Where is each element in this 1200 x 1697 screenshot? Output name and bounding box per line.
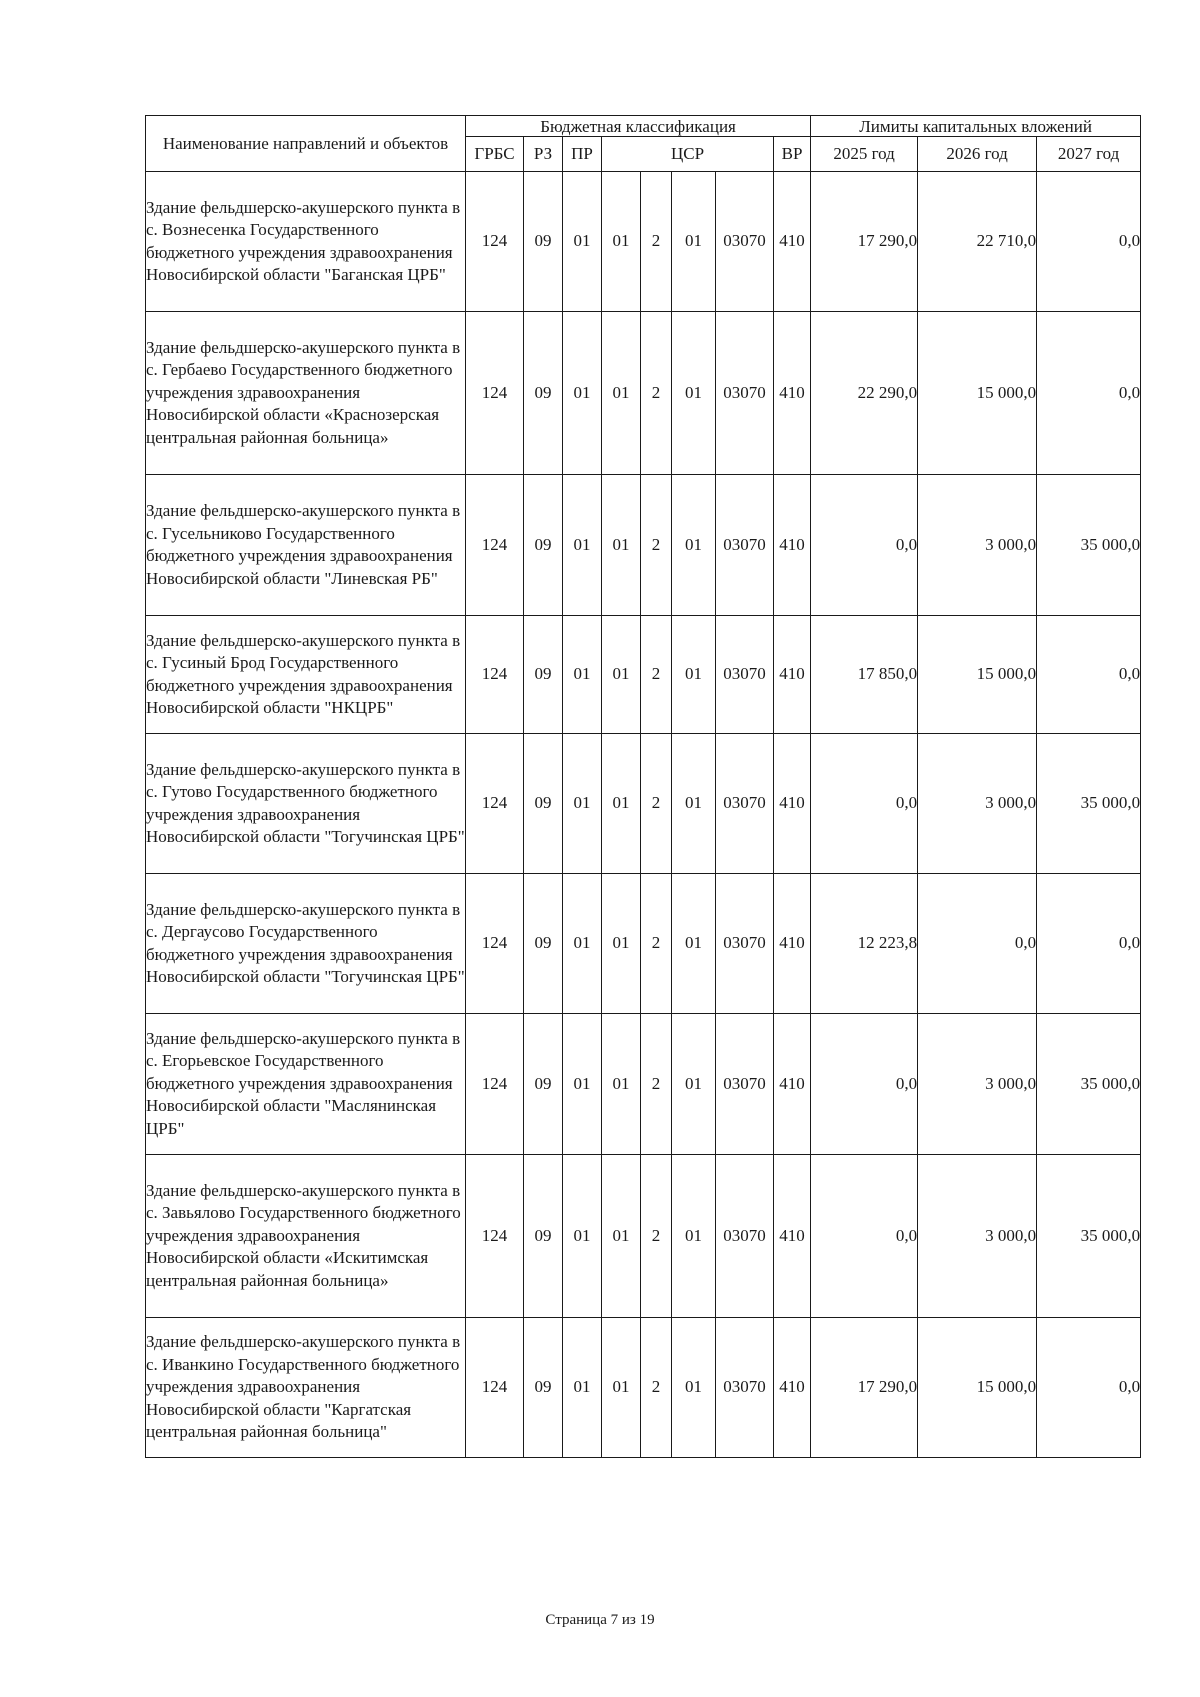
csr-type-cell: 2 xyxy=(641,1318,672,1458)
rz-cell: 09 xyxy=(524,172,563,312)
budget-table xyxy=(145,115,1141,1458)
limit-2027-cell: 0,0 xyxy=(1037,616,1141,734)
object-name: Здание фельдшерско-акушерского пункта в с. Гербаево Государственного бюджетного учреждения здравоохранения Новосибирской области «Краснозерская центральная районная больница» xyxy=(146,312,466,475)
csr-program-cell: 01 xyxy=(602,475,641,616)
vr-cell: 410 xyxy=(774,874,811,1014)
header-limits: Лимиты капитальных вложений xyxy=(811,116,1141,137)
csr-direction-cell: 03070 xyxy=(716,1318,774,1458)
object-name: Здание фельдшерско-акушерского пункта в с. Завьялово Государственного бюджетного учреждения здравоохранения Новосибирской области «Искитимская центральная районная больница» xyxy=(146,1155,466,1318)
vr-cell: 410 xyxy=(774,1318,811,1458)
rz-cell: 09 xyxy=(524,1014,563,1155)
pr-cell: 01 xyxy=(563,475,602,616)
csr-type-cell: 2 xyxy=(641,475,672,616)
limit-2026-cell: 15 000,0 xyxy=(918,312,1037,475)
csr-type-cell: 2 xyxy=(641,1014,672,1155)
table-row xyxy=(146,475,1141,616)
csr-program-cell: 01 xyxy=(602,172,641,312)
limit-2025-cell: 17 850,0 xyxy=(811,616,918,734)
limit-2026-cell: 3 000,0 xyxy=(918,1014,1037,1155)
vr-cell: 410 xyxy=(774,172,811,312)
csr-direction-cell: 03070 xyxy=(716,616,774,734)
object-name: Здание фельдшерско-акушерского пункта в с. Егорьевское Государственного бюджетного учреждения здравоохранения Новосибирской области "Маслянинская ЦРБ" xyxy=(146,1014,466,1155)
rz-cell: 09 xyxy=(524,734,563,874)
csr-direction-cell: 03070 xyxy=(716,874,774,1014)
limit-2027-cell: 0,0 xyxy=(1037,172,1141,312)
header-rz: РЗ xyxy=(524,137,563,172)
csr-program-cell: 01 xyxy=(602,1014,641,1155)
limit-2025-cell: 22 290,0 xyxy=(811,312,918,475)
vr-cell: 410 xyxy=(774,616,811,734)
grbs-cell: 124 xyxy=(466,616,524,734)
limit-2027-cell: 0,0 xyxy=(1037,874,1141,1014)
limit-2025-cell: 17 290,0 xyxy=(811,172,918,312)
limit-2027-cell: 35 000,0 xyxy=(1037,475,1141,616)
vr-cell: 410 xyxy=(774,312,811,475)
limit-2026-cell: 22 710,0 xyxy=(918,172,1037,312)
object-name: Здание фельдшерско-акушерского пункта в с. Иванкино Государственного бюджетного учреждения здравоохранения Новосибирской области "Каргатская центральная районная больница" xyxy=(146,1318,466,1458)
pr-cell: 01 xyxy=(563,734,602,874)
grbs-cell: 124 xyxy=(466,874,524,1014)
limit-2025-cell: 12 223,8 xyxy=(811,874,918,1014)
object-name: Здание фельдшерско-акушерского пункта в с. Гутово Государственного бюджетного учреждения здравоохранения Новосибирской области "Тогучинская ЦРБ" xyxy=(146,734,466,874)
grbs-cell: 124 xyxy=(466,1155,524,1318)
header-name: Наименование направлений и объектов xyxy=(146,116,466,172)
page-number: Страница 7 из 19 xyxy=(545,1612,655,1628)
limit-2026-cell: 0,0 xyxy=(918,874,1037,1014)
object-name: Здание фельдшерско-акушерского пункта в с. Гусельниково Государственного бюджетного учреждения здравоохранения Новосибирской области "Линевская РБ" xyxy=(146,475,466,616)
grbs-cell: 124 xyxy=(466,312,524,475)
csr-program-cell: 01 xyxy=(602,874,641,1014)
csr-program-cell: 01 xyxy=(602,616,641,734)
vr-cell: 410 xyxy=(774,1155,811,1318)
limit-2027-cell: 0,0 xyxy=(1037,312,1141,475)
table-row xyxy=(146,734,1141,874)
csr-event-cell: 01 xyxy=(672,1014,716,1155)
table-row xyxy=(146,616,1141,734)
csr-type-cell: 2 xyxy=(641,1155,672,1318)
vr-cell: 410 xyxy=(774,475,811,616)
rz-cell: 09 xyxy=(524,1155,563,1318)
rz-cell: 09 xyxy=(524,874,563,1014)
csr-event-cell: 01 xyxy=(672,1155,716,1318)
pr-cell: 01 xyxy=(563,1014,602,1155)
csr-program-cell: 01 xyxy=(602,1155,641,1318)
grbs-cell: 124 xyxy=(466,475,524,616)
limit-2026-cell: 3 000,0 xyxy=(918,1155,1037,1318)
csr-event-cell: 01 xyxy=(672,1318,716,1458)
rz-cell: 09 xyxy=(524,616,563,734)
header-2027: 2027 год xyxy=(1037,137,1141,172)
rz-cell: 09 xyxy=(524,312,563,475)
csr-event-cell: 01 xyxy=(672,734,716,874)
table-row xyxy=(146,172,1141,312)
csr-type-cell: 2 xyxy=(641,312,672,475)
limit-2025-cell: 0,0 xyxy=(811,1014,918,1155)
header-vr: ВР xyxy=(774,137,811,172)
csr-event-cell: 01 xyxy=(672,616,716,734)
limit-2027-cell: 35 000,0 xyxy=(1037,1014,1141,1155)
pr-cell: 01 xyxy=(563,616,602,734)
csr-event-cell: 01 xyxy=(672,475,716,616)
header-2025: 2025 год xyxy=(811,137,918,172)
csr-direction-cell: 03070 xyxy=(716,734,774,874)
object-name: Здание фельдшерско-акушерского пункта в с. Гусиный Брод Государственного бюджетного учреждения здравоохранения Новосибирской области "НКЦРБ" xyxy=(146,616,466,734)
header-grbs: ГРБС xyxy=(466,137,524,172)
table-row xyxy=(146,312,1141,475)
limit-2027-cell: 0,0 xyxy=(1037,1318,1141,1458)
vr-cell: 410 xyxy=(774,734,811,874)
pr-cell: 01 xyxy=(563,1155,602,1318)
grbs-cell: 124 xyxy=(466,1014,524,1155)
csr-direction-cell: 03070 xyxy=(716,475,774,616)
table-row xyxy=(146,1155,1141,1318)
header-pr: ПР xyxy=(563,137,602,172)
csr-direction-cell: 03070 xyxy=(716,312,774,475)
header-budget-classification: Бюджетная классификация xyxy=(466,116,811,137)
csr-direction-cell: 03070 xyxy=(716,172,774,312)
object-name: Здание фельдшерско-акушерского пункта в с. Вознесенка Государственного бюджетного учреждения здравоохранения Новосибирской области "Баганская ЦРБ" xyxy=(146,172,466,312)
csr-program-cell: 01 xyxy=(602,312,641,475)
limit-2026-cell: 3 000,0 xyxy=(918,734,1037,874)
rz-cell: 09 xyxy=(524,475,563,616)
csr-type-cell: 2 xyxy=(641,616,672,734)
csr-event-cell: 01 xyxy=(672,312,716,475)
limit-2026-cell: 15 000,0 xyxy=(918,1318,1037,1458)
csr-program-cell: 01 xyxy=(602,734,641,874)
pr-cell: 01 xyxy=(563,1318,602,1458)
pr-cell: 01 xyxy=(563,312,602,475)
table-row xyxy=(146,1014,1141,1155)
csr-event-cell: 01 xyxy=(672,172,716,312)
object-name: Здание фельдшерско-акушерского пункта в с. Дергаусово Государственного бюджетного учреждения здравоохранения Новосибирской области "Тогучинская ЦРБ" xyxy=(146,874,466,1014)
pr-cell: 01 xyxy=(563,874,602,1014)
header-2026: 2026 год xyxy=(918,137,1037,172)
limit-2027-cell: 35 000,0 xyxy=(1037,734,1141,874)
limit-2025-cell: 0,0 xyxy=(811,475,918,616)
csr-direction-cell: 03070 xyxy=(716,1014,774,1155)
csr-event-cell: 01 xyxy=(672,874,716,1014)
grbs-cell: 124 xyxy=(466,1318,524,1458)
csr-direction-cell: 03070 xyxy=(716,1155,774,1318)
pr-cell: 01 xyxy=(563,172,602,312)
csr-program-cell: 01 xyxy=(602,1318,641,1458)
limit-2027-cell: 35 000,0 xyxy=(1037,1155,1141,1318)
csr-type-cell: 2 xyxy=(641,734,672,874)
grbs-cell: 124 xyxy=(466,734,524,874)
csr-type-cell: 2 xyxy=(641,874,672,1014)
limit-2026-cell: 15 000,0 xyxy=(918,616,1037,734)
table-row xyxy=(146,874,1141,1014)
limit-2025-cell: 0,0 xyxy=(811,1155,918,1318)
csr-type-cell: 2 xyxy=(641,172,672,312)
limit-2025-cell: 17 290,0 xyxy=(811,1318,918,1458)
vr-cell: 410 xyxy=(774,1014,811,1155)
table-row xyxy=(146,1318,1141,1458)
limit-2025-cell: 0,0 xyxy=(811,734,918,874)
header-csr: ЦСР xyxy=(602,137,774,172)
limit-2026-cell: 3 000,0 xyxy=(918,475,1037,616)
rz-cell: 09 xyxy=(524,1318,563,1458)
grbs-cell: 124 xyxy=(466,172,524,312)
